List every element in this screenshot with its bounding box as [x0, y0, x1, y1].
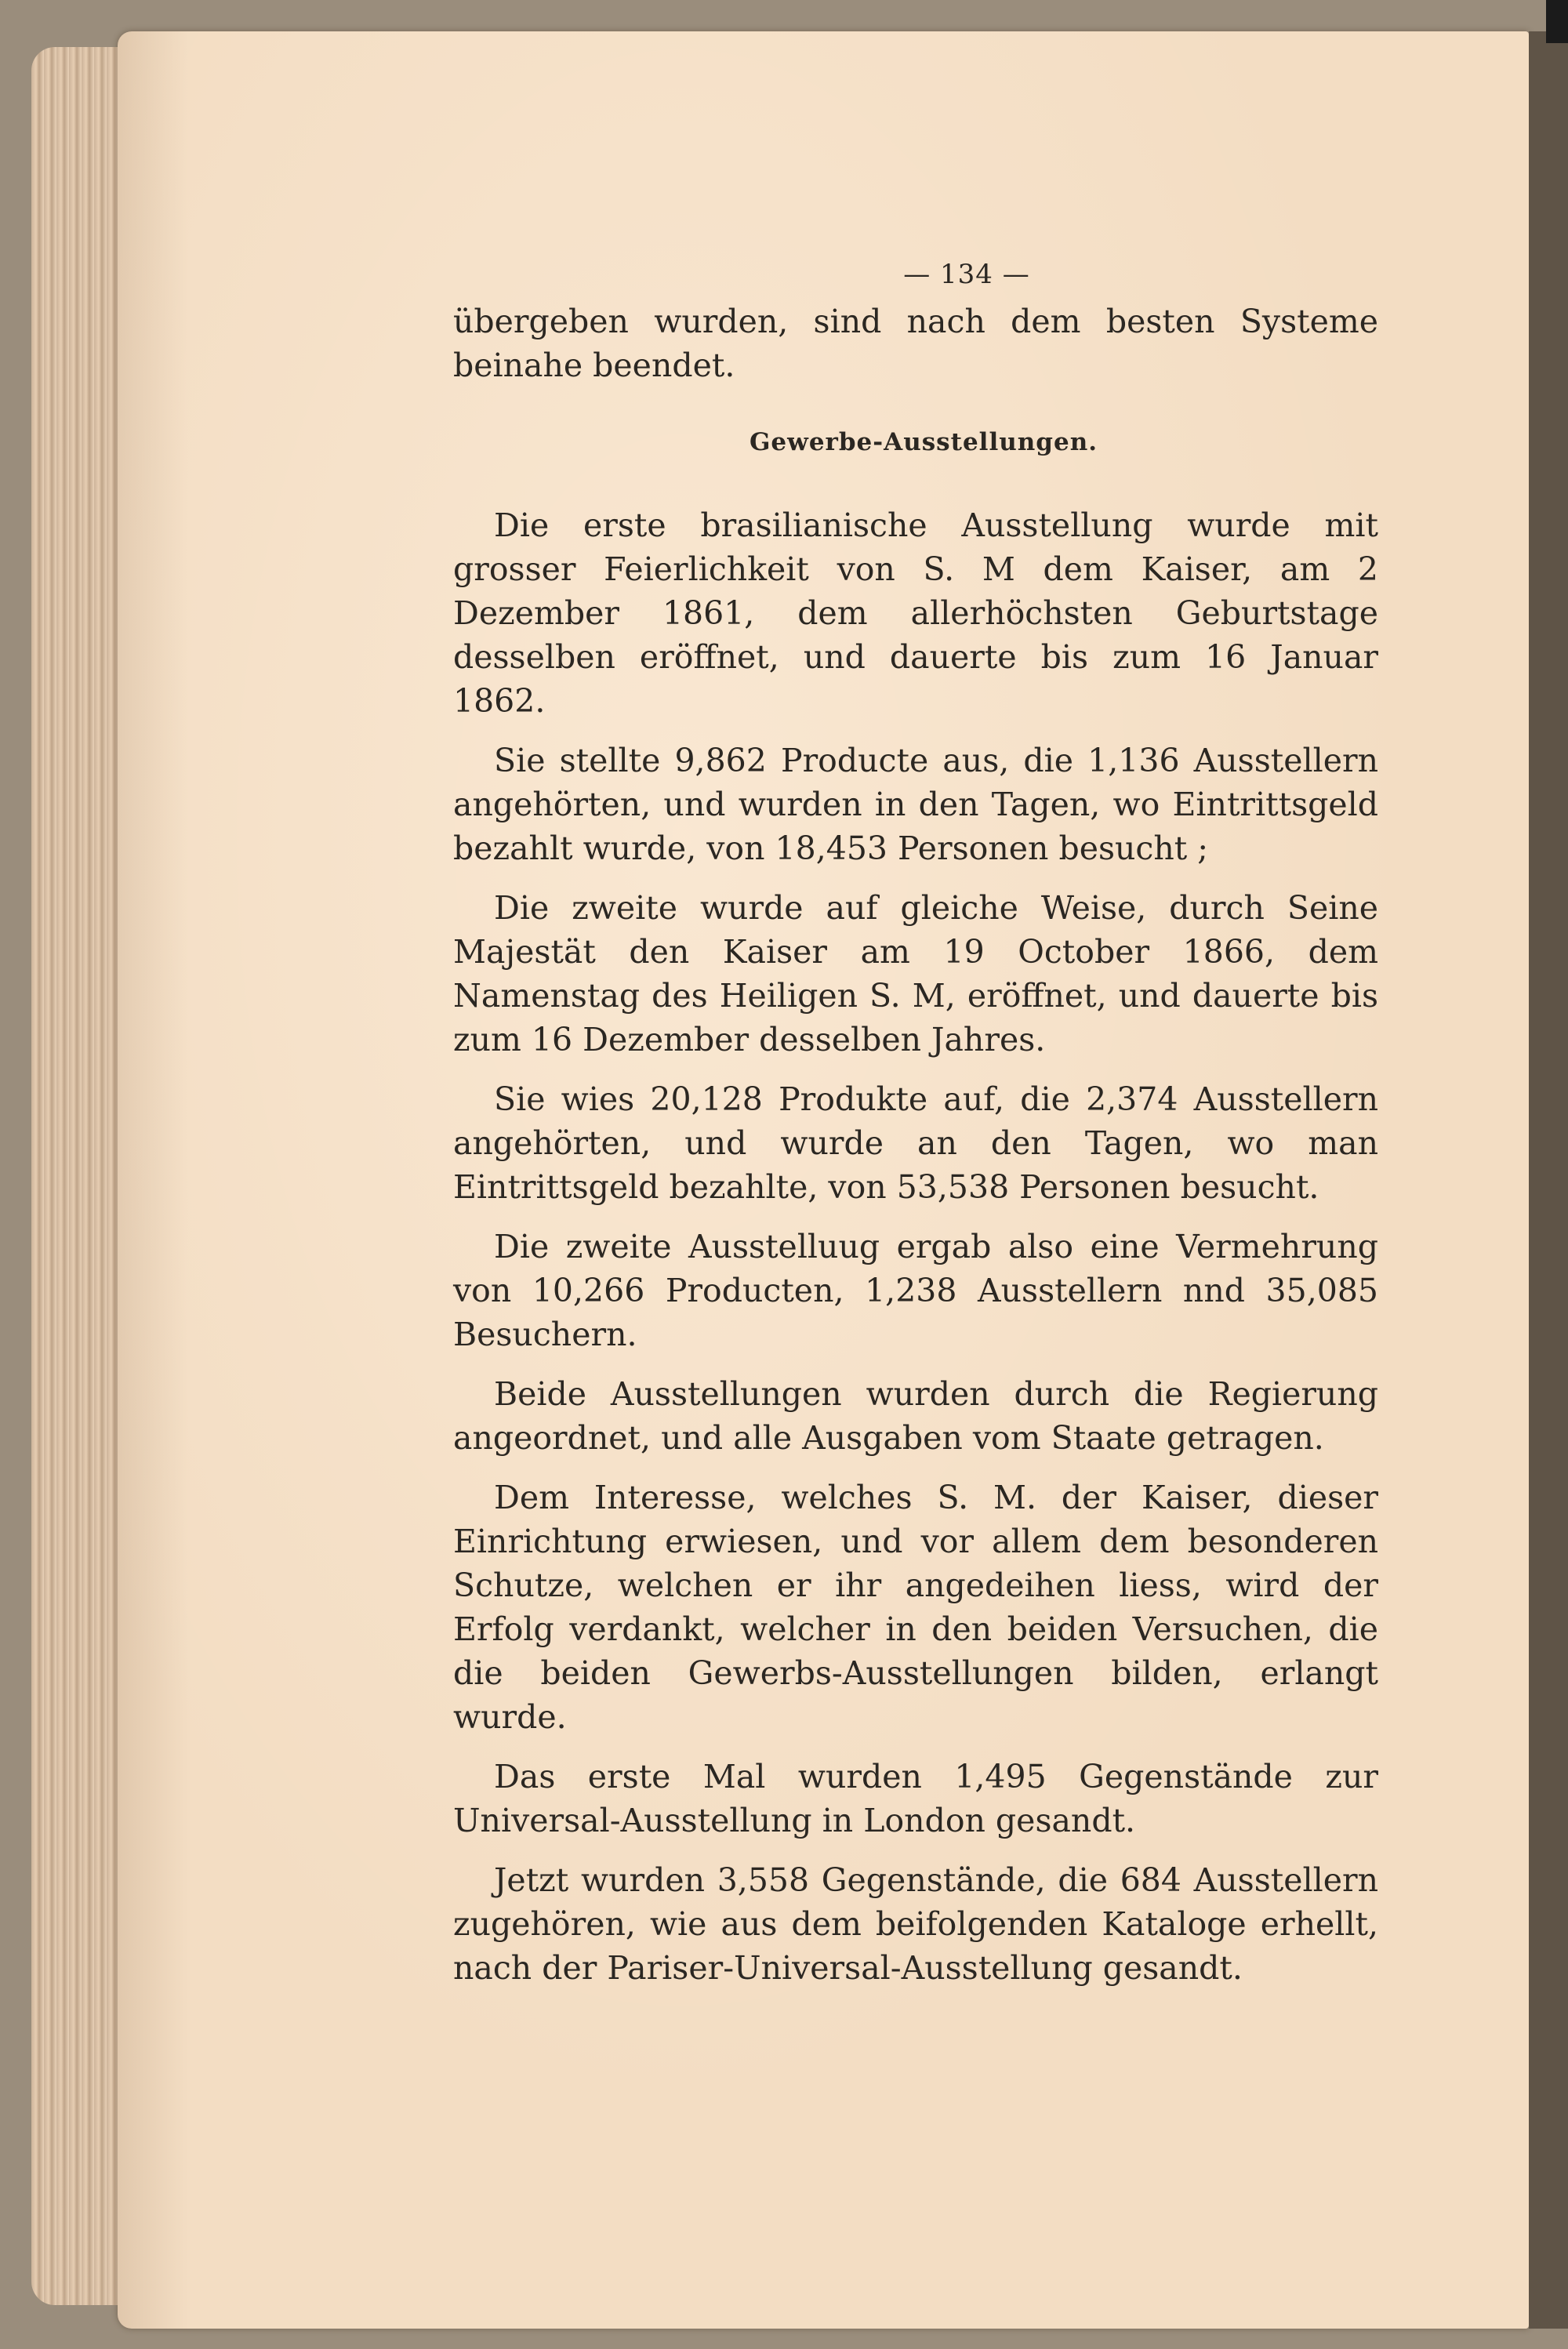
paragraph-9: Jetzt wurden 3,558 Gegenstände, die 684 Ausstellern zugehören, wie aus dem beifolgenden Kataloge erhellt, nach der Pariser-Universal-Ausstellung gesandt.: [453, 1861, 1378, 1987]
paragraph-2: Sie stellte 9,862 Producte aus, die 1,136 Ausstellern angehörten, und wurden in den Tagen, wo Eintrittsgeld bezahlt wurde, von 18,453 Personen besucht ;: [453, 742, 1378, 867]
scan-background-strip: [1529, 31, 1568, 2329]
intro-paragraph: übergeben wurden, sind nach dem besten Systeme beinahe beendet.: [453, 303, 1378, 384]
page-content: [453, 259, 1378, 2006]
section-heading: Gewerbe-Ausstellungen.: [749, 428, 1098, 456]
paragraph-7: Dem Interesse, welches S. M. der Kaiser, dieser Einrichtung erwiesen, und vor allem dem besonderen Schutze, welchen er ihr angedeihen liess, wird der Erfolg verdankt, welcher in den beiden Versuchen, die die beiden Gewerbs-Ausstellungen bilden, erlangt wurde.: [453, 1479, 1378, 1736]
paragraph-4: Sie wies 20,128 Produkte auf, die 2,374 Ausstellern angehörten, und wurde an den Tagen, wo man Eintrittsgeld bezahlte, von 53,538 Personen besucht.: [453, 1080, 1378, 1206]
paragraph-1: Die erste brasilianische Ausstellung wurde mit grosser Feierlichkeit von S. M dem Kaiser, am 2 Dezember 1861, dem allerhöchsten Geburtstage desselben eröffnet, und dauerte bis zum 16 Januar 1862.: [453, 506, 1378, 720]
paragraph-5: Die zweite Ausstelluug ergab also eine Vermehrung von 10,266 Producten, 1,238 Ausstellern nnd 35,085 Besuchern.: [453, 1228, 1378, 1353]
paragraph-6: Beide Ausstellungen wurden durch die Regierung angeordnet, und alle Ausgaben vom Staate getragen.: [453, 1375, 1378, 1457]
scan-corner-mark: [1546, 0, 1568, 43]
page-number: — 134 —: [903, 259, 1030, 290]
paragraph-3: Die zweite wurde auf gleiche Weise, durch Seine Majestät den Kaiser am 19 October 1866, dem Namenstag des Heiligen S. M, eröffnet, und dauerte bis zum 16 Dezember desselben Jahres.: [453, 889, 1378, 1058]
paragraph-8: Das erste Mal wurden 1,495 Gegenstände zur Universal-Ausstellung in London gesandt.: [453, 1758, 1378, 1839]
